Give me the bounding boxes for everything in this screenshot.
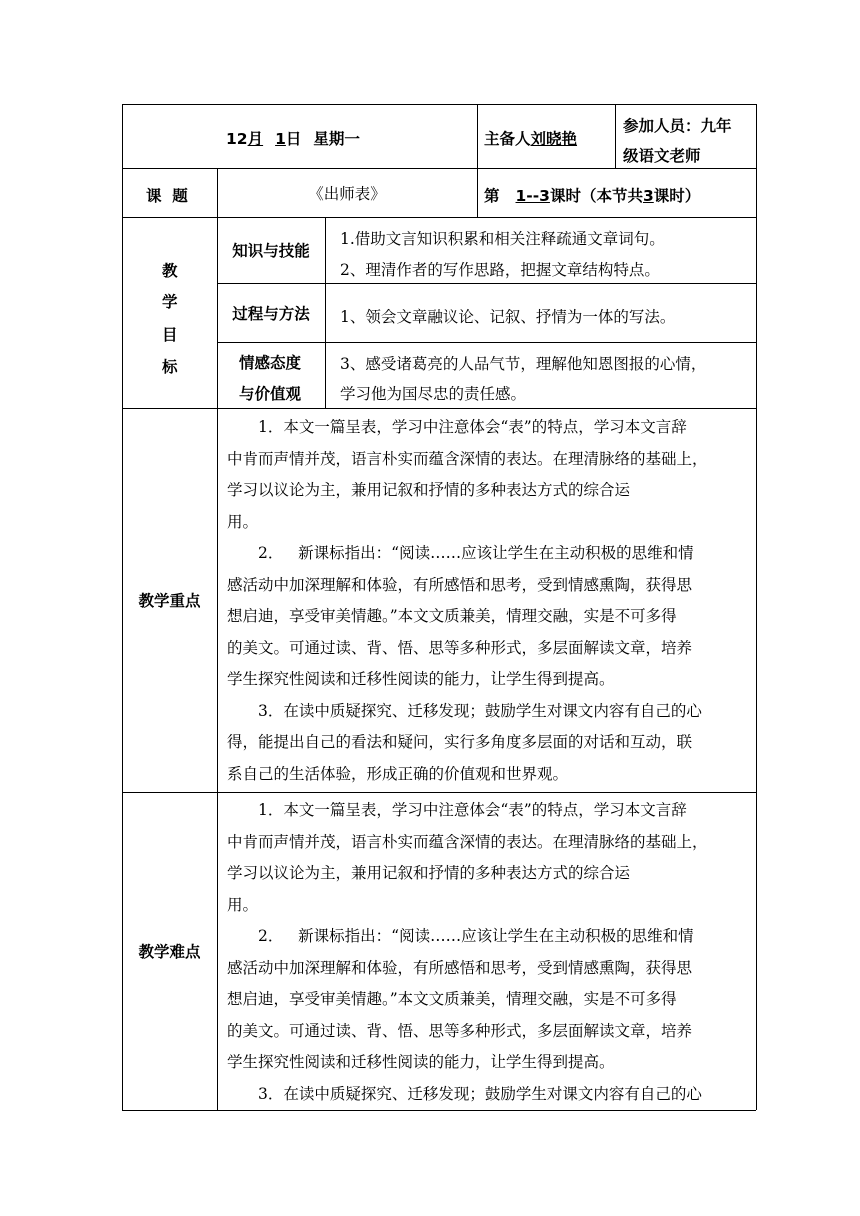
- date-cell: [226, 127, 360, 149]
- period-cell: [484, 184, 700, 206]
- participants-line-2: 级语文老师: [623, 147, 701, 165]
- paragraph-line: 学生探究性阅读和迁移性阅读的能力，让学生得到提高。: [227, 1053, 615, 1071]
- table-border-top: [122, 104, 756, 105]
- paragraph-line: 系自己的生活体验，形成正确的价值观和世界观。: [227, 764, 569, 783]
- paragraph-line: 中肯而声情并茂，语言朴实而蕴含深情的表达。在理清脉络的基础上，: [227, 832, 708, 851]
- objective-line: 1、领会文章融议论、记叙、抒情为一体的写法。: [340, 308, 676, 326]
- paragraph-line: 学生探究性阅读和迁移性阅读的能力，让学生得到提高。: [227, 670, 615, 688]
- row-divider: [217, 342, 756, 343]
- date-day-char: 日: [285, 130, 302, 148]
- paragraph-line: 1．本文一篇呈表，学习中注意体会“表”的特点，学习本文言辞: [258, 801, 687, 819]
- preparer-label: 主备人: [484, 130, 531, 148]
- col-divider: [615, 104, 616, 168]
- paragraph-line: 用。: [227, 895, 259, 914]
- participants-line-1: 参加人员：九年: [623, 117, 732, 135]
- objectives-label-char: 学: [162, 293, 178, 311]
- paragraph-line: 2． 新课标指出：“阅读……应该让学生在主动积极的思维和情: [258, 927, 694, 945]
- paragraph-line: 得，能提出自己的看法和疑问，实行多角度多层面的对话和互动，联: [227, 733, 693, 751]
- lesson-title: 《出师表》: [308, 184, 386, 203]
- objectives-label-char: 标: [162, 358, 178, 376]
- objective-category: 情感态度: [239, 354, 302, 372]
- key-points-text: [227, 412, 757, 790]
- paragraph-line: 感活动中加深理解和体验，有所感悟和思考，受到情感熏陶，获得思: [227, 958, 693, 977]
- period-total: 3: [642, 187, 654, 205]
- paragraph-line: 2． 新课标指出：“阅读……应该让学生在主动积极的思维和情: [258, 544, 694, 562]
- paragraph-line: 3．在读中质疑探究、迁移发现；鼓励学生对课文内容有自己的心: [258, 1084, 702, 1103]
- paragraph-line: 3．在读中质疑探究、迁移发现；鼓励学生对课文内容有自己的心: [258, 701, 702, 720]
- date-month: 12: [226, 130, 248, 148]
- objective-category: 与价值观: [239, 385, 302, 403]
- paragraph-line: 想启迪，享受审美情趣。”本文文质兼美，情理交融，实是不可多得: [227, 607, 677, 625]
- col-divider: [477, 104, 478, 217]
- objective-category: 知识与技能: [232, 242, 310, 260]
- period-mid: 课时（本节共: [549, 187, 643, 205]
- date-day: 1: [275, 130, 286, 148]
- objectives-label-char: 教: [162, 262, 178, 280]
- objective-line: 1.借助文言知识积累和相关注释疏通文章词句。: [340, 230, 665, 248]
- preparer-name: 刘晓艳: [530, 130, 578, 148]
- date-weekday: 星期一: [313, 130, 360, 148]
- paragraph-line: 中肯而声情并茂，语言朴实而蕴含深情的表达。在理清脉络的基础上，: [227, 449, 708, 468]
- difficult-points-text: [227, 795, 757, 1110]
- period-prefix: 第: [484, 187, 500, 205]
- paragraph-line: 1．本文一篇呈表，学习中注意体会“表”的特点，学习本文言辞: [258, 418, 687, 436]
- objective-line: 学习他为国尽忠的责任感。: [340, 385, 527, 403]
- paragraph-line: 的美文。可通过读、背、悟、思等多种形式，多层面解读文章，培养: [227, 638, 693, 657]
- period-range: 1--3: [515, 187, 550, 205]
- paragraph-line: 用。: [227, 512, 259, 531]
- paragraph-line: 感活动中加深理解和体验，有所感悟和思考，受到情感熏陶，获得思: [227, 575, 693, 594]
- objective-category: 过程与方法: [232, 304, 310, 323]
- table-border-bottom: [122, 1110, 756, 1111]
- paragraph-line: 学习以议论为主，兼用记叙和抒情的多种表达方式的综合运: [227, 481, 631, 499]
- key-points-label: 教学重点: [138, 592, 201, 610]
- preparer-cell: [484, 127, 591, 149]
- date-month-char: 月: [247, 130, 264, 148]
- topic-label: 课 题: [146, 187, 188, 205]
- objectives-label-char: 目: [162, 326, 178, 344]
- difficult-points-label: 教学难点: [138, 943, 201, 961]
- objective-line: 2、理清作者的写作思路，把握文章结构特点。: [340, 261, 660, 279]
- paragraph-line: 想启迪，享受审美情趣。”本文文质兼美，情理交融，实是不可多得: [227, 990, 677, 1008]
- period-suffix: 课时）: [653, 187, 701, 205]
- objective-line: 3、感受诸葛亮的人品气节，理解他知恩图报的心情，: [340, 355, 707, 373]
- paragraph-line: 的美文。可通过读、背、悟、思等多种形式，多层面解读文章，培养: [227, 1021, 693, 1040]
- paragraph-line: 学习以议论为主，兼用记叙和抒情的多种表达方式的综合运: [227, 864, 631, 882]
- col-divider: [325, 217, 326, 408]
